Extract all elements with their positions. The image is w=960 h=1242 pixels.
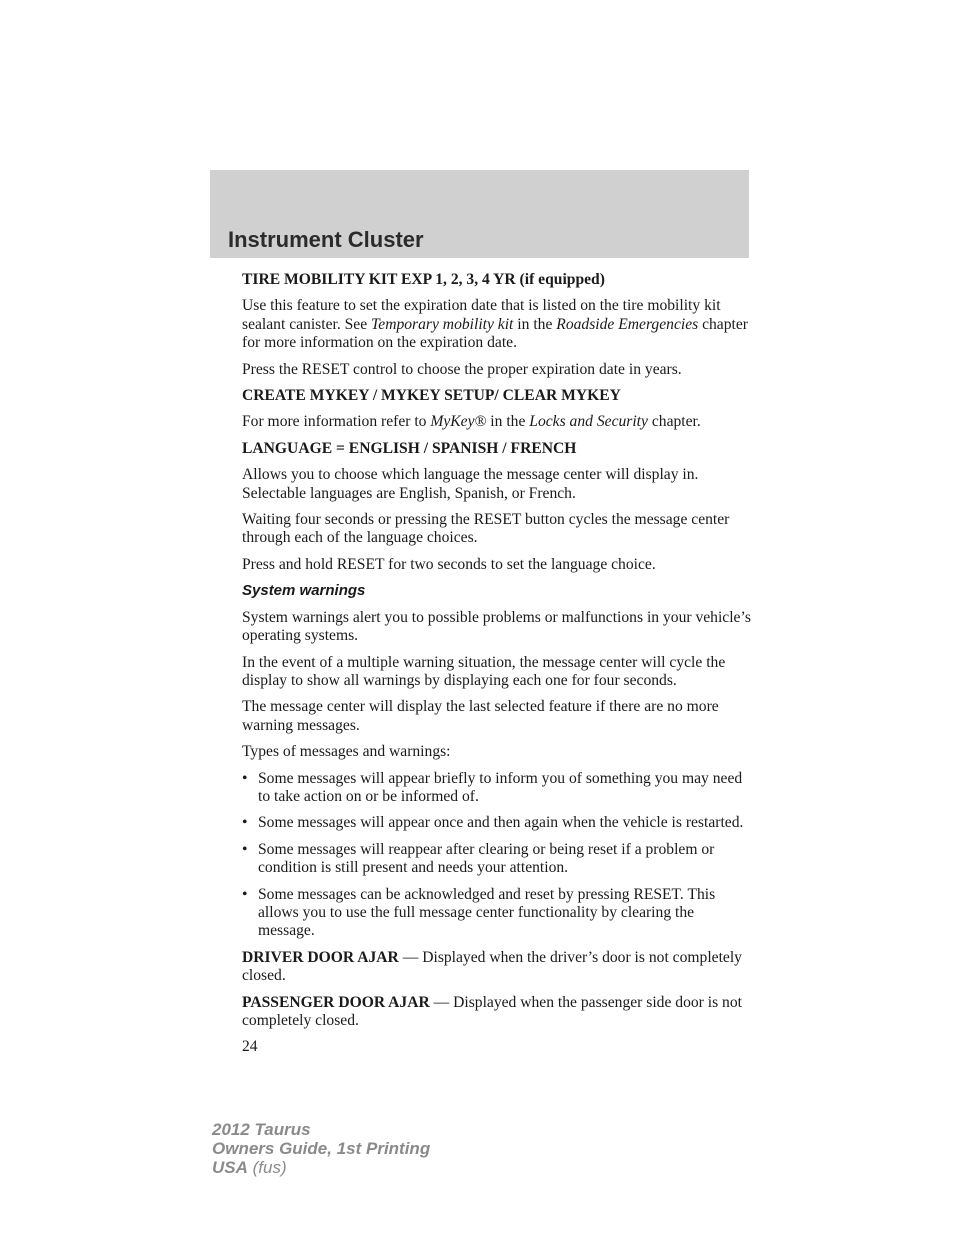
paragraph-language-3: Press and hold RESET for two seconds to set the language choice. bbox=[242, 555, 656, 573]
section-title: Instrument Cluster bbox=[228, 227, 424, 252]
ref-mykey: MyKey® bbox=[430, 413, 487, 431]
paragraph-reset-expiration: Press the RESET control to choose the proper expiration date in years. bbox=[242, 360, 682, 378]
paragraph-tire-mobility-kit: Use this feature to set the expiration date that is listed on the tire mobility kit sealant canister. See Temporary mobility kit in the Roadside Emergencies chapter for more information on the expiration date. bbox=[242, 297, 748, 352]
term-driver-door-ajar: DRIVER DOOR AJAR bbox=[242, 948, 399, 966]
paragraph-warnings-4: Types of messages and warnings: bbox=[242, 743, 451, 761]
ref-roadside-emergencies: Roadside Emergencies bbox=[556, 315, 699, 333]
paragraph-language-1: Allows you to choose which language the message center will display in. Selectable languages are English, Spanish, or French. bbox=[242, 466, 699, 502]
print-footer bbox=[212, 1120, 430, 1177]
subheading-system-warnings: System warnings bbox=[242, 582, 366, 600]
list-item: • Some messages will reappear after clearing or being reset if a problem or condition is still present and needs your attention. bbox=[242, 840, 715, 877]
bullet-icon: • bbox=[242, 840, 248, 858]
list-item: • Some messages can be acknowledged and reset by pressing RESET. This allows you to use the full message center functionality by clearing the message. bbox=[242, 885, 716, 940]
bullet-icon: • bbox=[242, 814, 248, 832]
heading-tire-mobility-kit: TIRE MOBILITY KIT EXP 1, 2, 3, 4 YR (if equipped) bbox=[242, 271, 605, 288]
ref-locks-and-security: Locks and Security bbox=[529, 413, 648, 431]
paragraph-mykey: For more information refer to MyKey® in the Locks and Security chapter. bbox=[242, 413, 701, 431]
ref-temporary-mobility-kit: Temporary mobility kit bbox=[371, 315, 514, 333]
paragraph-warnings-1: System warnings alert you to possible problems or malfunctions in your vehicle’s operating systems. bbox=[242, 608, 751, 645]
list-item: • Some messages will appear briefly to inform you of something you may need to take action on or be informed of. bbox=[242, 769, 743, 805]
page-content bbox=[242, 271, 754, 1065]
paragraph-passenger-door-ajar: PASSENGER DOOR AJAR — Displayed when the passenger side door is not completely closed. bbox=[242, 993, 742, 1029]
message-types-list bbox=[242, 770, 754, 941]
list-item: • Some messages will appear once and then again when the vehicle is restarted. bbox=[242, 814, 744, 832]
paragraph-language-2: Waiting four seconds or pressing the RESET button cycles the message center through each of the language choices. bbox=[242, 511, 730, 547]
page-number: 24 bbox=[242, 1038, 258, 1056]
footer-edition: Owners Guide, 1st Printing bbox=[212, 1139, 431, 1158]
paragraph-driver-door-ajar: DRIVER DOOR AJAR — Displayed when the driver’s door is not completely closed. bbox=[242, 948, 742, 985]
heading-language: LANGUAGE = ENGLISH / SPANISH / FRENCH bbox=[242, 439, 577, 457]
paragraph-warnings-3: The message center will display the last selected feature if there are no more warning messages. bbox=[242, 698, 719, 734]
footer-region: USA (fus) bbox=[212, 1158, 287, 1177]
term-passenger-door-ajar: PASSENGER DOOR AJAR bbox=[242, 993, 430, 1011]
heading-mykey: CREATE MYKEY / MYKEY SETUP/ CLEAR MYKEY bbox=[242, 387, 621, 405]
bullet-icon: • bbox=[242, 769, 248, 787]
bullet-icon: • bbox=[242, 885, 248, 903]
footer-model: 2012 Taurus bbox=[212, 1120, 311, 1139]
paragraph-warnings-2: In the event of a multiple warning situation, the message center will cycle the display to show all warnings by displaying each one for four seconds. bbox=[242, 653, 726, 689]
